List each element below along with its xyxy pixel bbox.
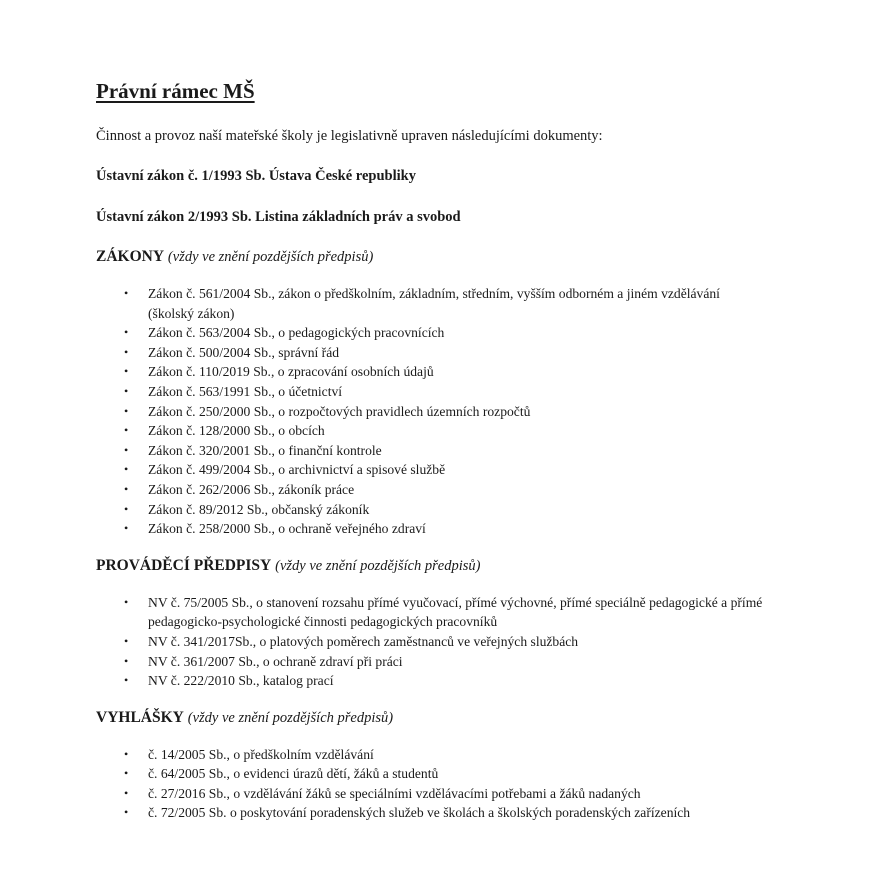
list-item-text: Zákon č. 499/2004 Sb., o archivnictví a spisové službě xyxy=(148,462,446,478)
list-item-text: č. 72/2005 Sb. o poskytování poradenských služeb ve školách a školských poradenských zařízeních xyxy=(148,805,691,821)
section-heading-title: ZÁKONY xyxy=(96,248,165,265)
page-title: Právní rámec MŠ xyxy=(96,79,255,103)
bullet-icon: • xyxy=(124,633,129,648)
bullet-icon: • xyxy=(124,785,129,800)
bullet-icon: • xyxy=(124,746,129,761)
section-heading-note: (vždy ve znění pozdějších předpisů) xyxy=(187,709,394,726)
list-item-text: Zákon č. 128/2000 Sb., o obcích xyxy=(148,423,325,439)
bullet-icon: • xyxy=(124,594,129,609)
list-item xyxy=(96,402,768,422)
bullet-icon: • xyxy=(124,325,129,340)
bullet-icon: • xyxy=(124,344,129,359)
bullet-icon: • xyxy=(124,766,129,781)
list-item xyxy=(96,671,768,691)
list-item xyxy=(96,323,768,343)
list-item xyxy=(96,362,768,382)
list-item-text: č. 14/2005 Sb., o předškolním vzdělávání xyxy=(148,746,374,762)
bullet-icon: • xyxy=(124,403,129,418)
list-item-text: Zákon č. 250/2000 Sb., o rozpočtových pravidlech územních rozpočtů xyxy=(148,403,531,419)
bullet-icon: • xyxy=(124,521,129,536)
list-item xyxy=(96,460,768,480)
section-heading-note: (vždy ve znění pozdějších předpisů) xyxy=(167,249,374,265)
intro-text: Činnost a provoz naší mateřské školy je legislativně upraven následujícími dokumenty: xyxy=(96,128,603,144)
list-item xyxy=(96,519,768,539)
list-item-text: NV č. 361/2007 Sb., o ochraně zdraví při práci xyxy=(148,653,403,669)
section-heading xyxy=(96,555,796,577)
section-vyhlasky xyxy=(96,707,796,823)
list-item-text: Zákon č. 563/1991 Sb., o účetnictví xyxy=(148,383,343,399)
list-item xyxy=(96,382,768,402)
bullet-icon: • xyxy=(124,442,129,457)
list-item-text: Zákon č. 89/2012 Sb., občanský zákoník xyxy=(148,501,370,517)
bullet-icon: • xyxy=(124,364,129,379)
bullet-icon: • xyxy=(124,462,129,477)
bullet-icon: • xyxy=(124,383,129,398)
list-item xyxy=(96,500,768,520)
list-item-text: Zákon č. 320/2001 Sb., o finanční kontrole xyxy=(148,442,382,458)
list-item-text: NV č. 341/2017Sb., o platových poměrech zaměstnanců ve veřejných službách xyxy=(148,633,579,649)
section-heading-title: VYHLÁŠKY xyxy=(96,708,184,726)
section-heading-note: (vždy ve znění pozdějších předpisů) xyxy=(275,557,481,574)
decrees-list xyxy=(96,745,796,823)
list-item-text: NV č. 222/2010 Sb., katalog prací xyxy=(148,673,334,689)
list-item-text: Zákon č. 561/2004 Sb., zákon o předškolním, základním, středním, vyšším odborném a jiném vzdělávání (školský zákon) xyxy=(148,286,720,321)
list-item xyxy=(96,784,768,804)
list-item xyxy=(96,284,768,323)
regulations-list xyxy=(96,593,796,691)
list-item xyxy=(96,593,768,632)
list-item xyxy=(96,441,768,461)
list-item-text: Zákon č. 110/2019 Sb., o zpracování osobních údajů xyxy=(148,364,434,380)
section-zakony xyxy=(96,246,796,539)
list-item xyxy=(96,421,768,441)
bullet-icon: • xyxy=(124,423,129,438)
bullet-icon: • xyxy=(124,501,129,516)
list-item-text: č. 64/2005 Sb., o evidenci úrazů dětí, žáků a studentů xyxy=(148,766,439,782)
bullet-icon: • xyxy=(124,673,129,688)
list-item xyxy=(96,480,768,500)
list-item xyxy=(96,343,768,363)
laws-list xyxy=(96,284,796,539)
bullet-icon: • xyxy=(124,653,129,668)
list-item xyxy=(96,652,768,672)
document-page xyxy=(96,78,796,823)
list-item-text: Zákon č. 262/2006 Sb., zákoník práce xyxy=(148,481,355,497)
list-item xyxy=(96,803,768,823)
bullet-icon: • xyxy=(124,805,129,820)
list-item xyxy=(96,764,768,784)
constitution-law: Ústavní zákon č. 1/1993 Sb. Ústava České republiky xyxy=(96,168,416,184)
section-provadeci-predpisy xyxy=(96,555,796,691)
bullet-icon: • xyxy=(124,286,129,300)
charter-law: Ústavní zákon 2/1993 Sb. Listina základních práv a svobod xyxy=(96,209,461,225)
list-item xyxy=(96,745,768,765)
section-heading xyxy=(96,707,796,729)
list-item-text: Zákon č. 563/2004 Sb., o pedagogických pracovnících xyxy=(148,325,445,341)
section-heading-title: PROVÁDĚCÍ PŘEDPISY xyxy=(96,556,272,574)
list-item-text: č. 27/2016 Sb., o vzdělávání žáků se speciálními vzdělávacími potřebami a žáků nadaných xyxy=(148,785,641,801)
list-item xyxy=(96,632,768,652)
section-heading xyxy=(96,246,796,268)
list-item-text: Zákon č. 258/2000 Sb., o ochraně veřejného zdraví xyxy=(148,521,426,537)
list-item-text: Zákon č. 500/2004 Sb., správní řád xyxy=(148,344,340,360)
list-item-text: NV č. 75/2005 Sb., o stanovení rozsahu přímé vyučovací, přímé výchovné, přímé speciálně pedagogické a přímé pedagogicko-psychologické činnosti pedagogických pracovníků xyxy=(148,594,763,630)
bullet-icon: • xyxy=(124,481,129,496)
